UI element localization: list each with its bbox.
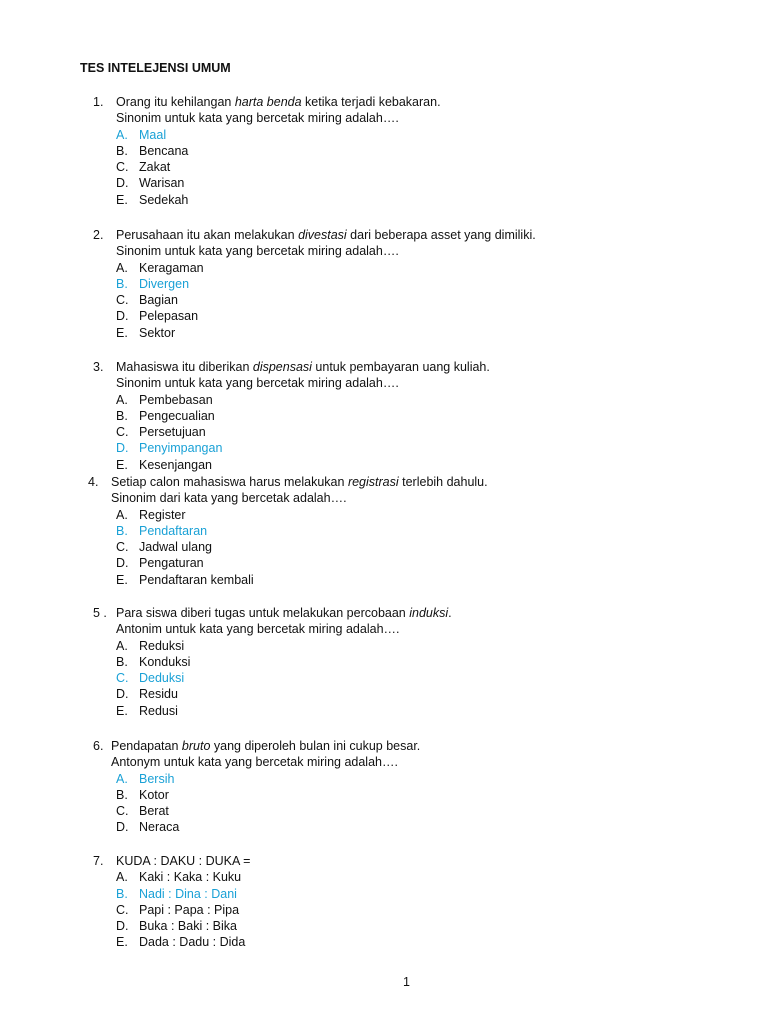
- question-stem: Mahasiswa itu diberikan dispensasi untuk pembayaran uang kuliah.: [116, 360, 490, 374]
- option-c[interactable]: C. Bagian: [116, 293, 178, 308]
- option-b[interactable]: B. Pendaftaran: [116, 523, 208, 538]
- option-d[interactable]: D. Neraca: [116, 820, 180, 835]
- question-stem: Orang itu kehilangan harta benda ketika terjadi kebakaran.: [116, 95, 441, 109]
- option-b[interactable]: B. Divergen: [116, 276, 190, 291]
- option-d[interactable]: D. Penyimpangan: [116, 441, 223, 456]
- question-prompt: Antonym untuk kata yang bercetak miring adalah….: [111, 755, 398, 770]
- option-a[interactable]: A. Maal: [116, 127, 167, 142]
- option-b[interactable]: B. Konduksi: [116, 654, 191, 669]
- option-d[interactable]: D. Warisan: [116, 176, 185, 191]
- page-number: 1: [403, 975, 410, 989]
- italic-term: registrasi: [347, 475, 399, 489]
- option-a[interactable]: A. Kaki : Kaka : Kuku: [116, 870, 242, 885]
- question-prompt: Antonim untuk kata yang bercetak miring adalah….: [116, 622, 400, 637]
- option-a[interactable]: A. Pembebasan: [116, 392, 213, 407]
- option-e[interactable]: E. Pendaftaran kembali: [116, 572, 254, 587]
- option-a[interactable]: A. Bersih: [116, 771, 175, 786]
- question-prompt: Sinonim dari kata yang bercetak adalah….: [111, 491, 347, 506]
- option-d[interactable]: D. Pengaturan: [116, 556, 204, 571]
- question-number: 6.: [93, 739, 104, 753]
- question-number: 1.: [93, 95, 104, 109]
- question-stem: Setiap calon mahasiswa harus melakukan registrasi terlebih dahulu.: [111, 475, 488, 489]
- option-e[interactable]: E. Sektor: [116, 325, 176, 340]
- option-d[interactable]: D. Pelepasan: [116, 309, 199, 324]
- question-number: 5 .: [93, 606, 107, 620]
- option-b[interactable]: B. Kotor: [116, 787, 169, 802]
- question-stem: Perusahaan itu akan melakukan divestasi dari beberapa asset yang dimiliki.: [116, 228, 536, 242]
- option-b[interactable]: B. Bencana: [116, 143, 189, 158]
- option-c[interactable]: C. Deduksi: [116, 671, 185, 686]
- question-stem: Pendapatan bruto yang diperoleh bulan ini cukup besar.: [111, 739, 421, 753]
- question-number: 4.: [88, 475, 99, 489]
- italic-term: bruto: [181, 739, 211, 753]
- option-c[interactable]: C. Persetujuan: [116, 425, 206, 440]
- option-d[interactable]: D. Residu: [116, 687, 178, 702]
- question-prompt: Sinonim untuk kata yang bercetak miring adalah….: [116, 111, 399, 126]
- option-c[interactable]: C. Papi : Papa : Pipa: [116, 902, 240, 917]
- option-c[interactable]: C. Jadwal ulang: [116, 540, 212, 555]
- question-stem: Para siswa diberi tugas untuk melakukan percobaan induksi.: [116, 606, 452, 620]
- question-number: 7.: [93, 854, 104, 868]
- option-a[interactable]: A. Keragaman: [116, 260, 204, 275]
- option-b[interactable]: B. Nadi : Dina : Dani: [116, 886, 237, 901]
- page-title: TES INTELEJENSI UMUM: [80, 61, 231, 75]
- option-e[interactable]: E. Dada : Dadu : Dida: [116, 935, 246, 950]
- italic-term: harta benda: [234, 95, 302, 109]
- option-a[interactable]: A. Register: [116, 507, 186, 522]
- question-number: 2.: [93, 228, 104, 242]
- option-e[interactable]: E. Kesenjangan: [116, 457, 212, 472]
- question-prompt: Sinonim untuk kata yang bercetak miring adalah….: [116, 244, 399, 259]
- option-c[interactable]: C. Berat: [116, 804, 169, 819]
- option-e[interactable]: E. Sedekah: [116, 192, 189, 207]
- question-stem: KUDA : DAKU : DUKA =: [116, 854, 251, 868]
- option-e[interactable]: E. Redusi: [116, 703, 178, 718]
- italic-term: induksi: [409, 606, 449, 620]
- italic-term: divestasi: [298, 228, 347, 242]
- option-d[interactable]: D. Buka : Baki : Bika: [116, 919, 237, 934]
- option-a[interactable]: A. Reduksi: [116, 638, 185, 653]
- question-number: 3.: [93, 360, 104, 374]
- italic-term: dispensasi: [252, 360, 312, 374]
- option-c[interactable]: C. Zakat: [116, 160, 171, 175]
- option-b[interactable]: B. Pengecualian: [116, 408, 215, 423]
- question-prompt: Sinonim untuk kata yang bercetak miring adalah….: [116, 376, 399, 391]
